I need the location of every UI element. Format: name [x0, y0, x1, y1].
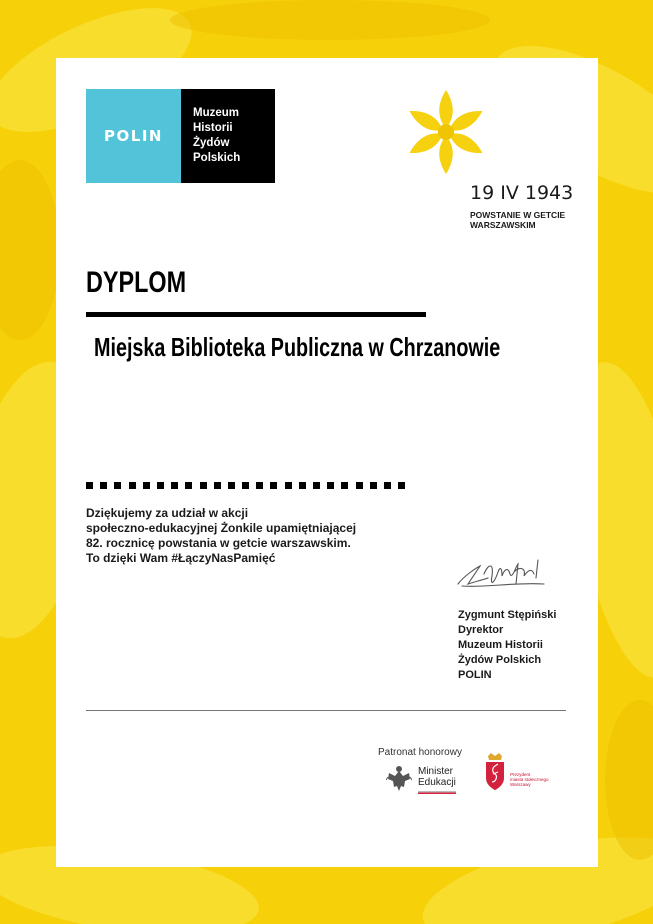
polin-logo-mark [86, 89, 181, 183]
signer-line: Żydów Polskich [458, 654, 542, 666]
signer-line: Zygmunt Stępiński [458, 609, 557, 621]
event-date: 19 IV 1943 [470, 182, 574, 204]
title-underline [86, 312, 426, 317]
signer-line: Muzeum Historii [458, 639, 543, 651]
signer-line: Dyrektor [458, 624, 504, 636]
president-line: Warszawy [510, 782, 531, 788]
president-line: miasta stołecznego [510, 777, 549, 783]
minister-line: Edukacji [418, 777, 456, 788]
thanks-line: 82. rocznicę powstania w getcie warszawskim. [86, 536, 351, 550]
thanks-line: społeczno-edukacyjnej Żonkile upamiętniającej [86, 521, 357, 535]
museum-name [181, 89, 275, 183]
president-line: Prezydent [510, 772, 531, 777]
thanks-message [86, 506, 356, 566]
footer-divider [86, 710, 566, 711]
museum-name-line: Muzeum [193, 107, 239, 119]
polin-logo [86, 89, 275, 183]
museum-name-line: Żydów [193, 137, 230, 149]
museum-name-line: Polskich [193, 152, 241, 164]
flag-stripe [418, 791, 456, 794]
dotted-divider [86, 482, 405, 489]
event-subtitle-line: POWSTANIE W GETCIE [470, 210, 566, 220]
thanks-line: To dzięki Wam #ŁączyNasPamięć [86, 551, 276, 565]
warsaw-crest-icon [484, 752, 506, 792]
president-label [510, 772, 549, 788]
patronage-label: Patronat honorowy [378, 747, 462, 758]
signer-block [458, 608, 556, 683]
diploma-title: DYPLOM [86, 266, 187, 299]
signer-line: POLIN [458, 669, 492, 681]
handwritten-signature [454, 554, 554, 594]
diploma-sheet [56, 58, 598, 867]
daffodil-icon [398, 88, 494, 176]
event-subtitle-line: WARSZAWSKIM [470, 220, 536, 230]
minister-line: Minister [418, 766, 454, 777]
minister-label [418, 766, 456, 788]
polish-eagle-icon [386, 764, 412, 794]
museum-name-line: Historii [193, 122, 233, 134]
recipient-name: Miejska Biblioteka Publiczna w Chrzanowie [94, 332, 501, 362]
thanks-line: Dziękujemy za udział w akcji [86, 506, 249, 520]
event-subtitle [470, 210, 565, 230]
polin-wordmark: POLIN [104, 127, 163, 145]
